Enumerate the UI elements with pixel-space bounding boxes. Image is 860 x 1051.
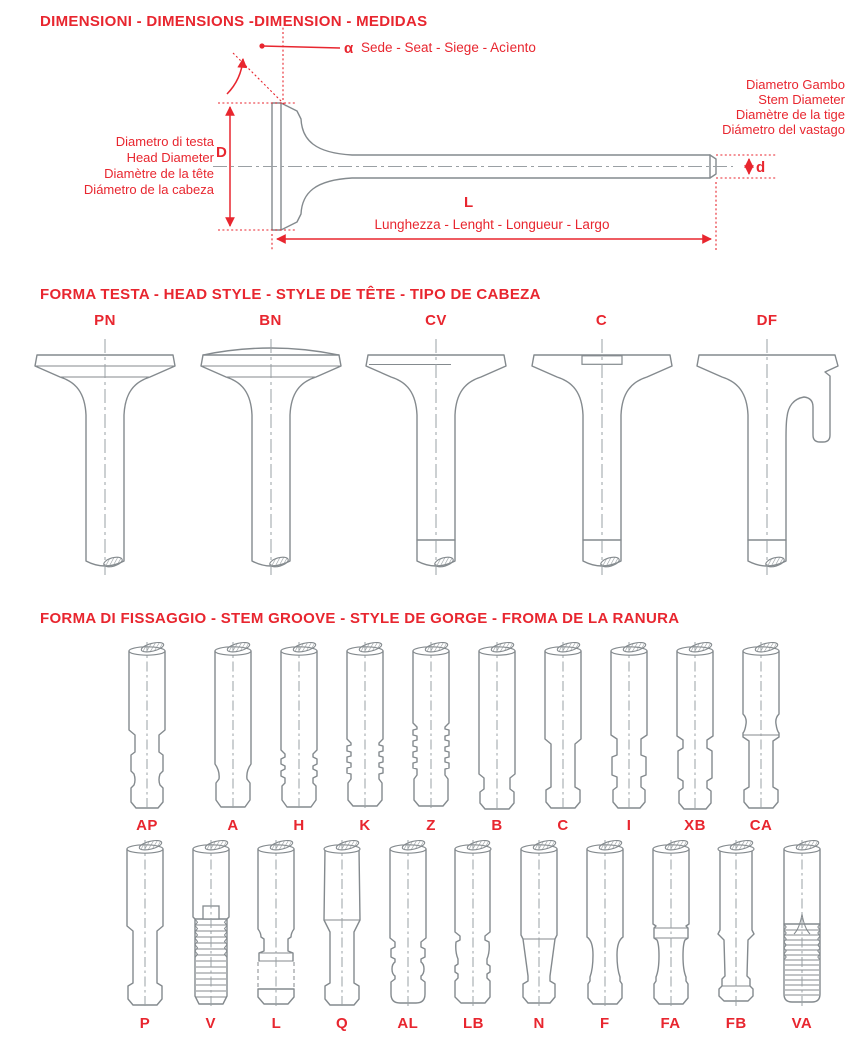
stem-drawing-ap [119, 640, 175, 812]
head-drawing-bn [196, 335, 346, 580]
alpha-symbol: α [344, 40, 354, 57]
stem-groove-label: Z [426, 817, 436, 834]
stem-groove-label: K [359, 817, 371, 834]
head-diameter-line-2: Head Diameter [126, 150, 214, 165]
stem-figure-al [380, 838, 436, 1032]
stem-figure-va [774, 838, 830, 1032]
stem-drawing-k [337, 640, 393, 812]
stem-diameter-symbol: d [756, 159, 766, 176]
stem-figure-b [469, 640, 525, 834]
stem-groove-label: XB [684, 817, 706, 834]
stem-figure-f [577, 838, 633, 1032]
stem-figure-c [535, 640, 591, 834]
head-drawing-c [527, 335, 677, 580]
stem-drawing-fb [708, 838, 764, 1010]
stem-drawing-f [577, 838, 633, 1010]
stem-groove-label: V [205, 1015, 216, 1032]
stem-figure-l [248, 838, 304, 1032]
length-symbol: L [464, 194, 474, 211]
stem-groove-label: H [293, 817, 305, 834]
stem-drawing-b [469, 640, 525, 812]
stem-figure-k [337, 640, 393, 834]
head-style-label: DF [756, 312, 778, 329]
stem-figure-v [183, 838, 239, 1032]
stem-figure-n [511, 838, 567, 1032]
head-style-figure-df [692, 312, 842, 580]
head-style-figure-c [527, 312, 677, 580]
stem-groove-label: I [626, 817, 632, 834]
stem-drawing-i [601, 640, 657, 812]
seat-label: Sede - Seat - Siege - Acìento [361, 40, 536, 55]
stem-groove-label: LB [463, 1015, 484, 1032]
stem-drawing-n [511, 838, 567, 1010]
valve-dimension-diagram [0, 0, 860, 262]
stem-drawing-z [403, 640, 459, 812]
section-title-head-style: FORMA TESTA - HEAD STYLE - STYLE DE TÊTE - TIPO DE CABEZA [40, 286, 541, 303]
head-style-label: BN [259, 312, 282, 329]
stem-diameter-line-4: Diámetro del vastago [722, 122, 845, 137]
stem-diameter-line-1: Diametro Gambo [746, 77, 845, 92]
length-label: Lunghezza - Lenght - Longueur - Largo [374, 217, 610, 232]
head-diameter-line-4: Diámetro de la cabeza [83, 182, 214, 197]
stem-drawing-c [535, 640, 591, 812]
stem-figure-lb [445, 838, 501, 1032]
stem-drawing-v [183, 838, 239, 1010]
stem-drawing-xb [667, 640, 723, 812]
stem-figure-h [271, 640, 327, 834]
stem-groove-label: P [139, 1015, 151, 1032]
stem-drawing-va [774, 838, 830, 1010]
section-title-stem-groove: FORMA DI FISSAGGIO - STEM GROOVE - STYLE DE GORGE - FROMA DE LA RANURA [40, 610, 680, 627]
section-title-dimensions: DIMENSIONI - DIMENSIONS -DIMENSION - MEDIDAS [40, 13, 428, 30]
stem-figure-fa [643, 838, 699, 1032]
stem-drawing-fa [643, 838, 699, 1010]
stem-drawing-l [248, 838, 304, 1010]
stem-groove-label: CA [749, 817, 773, 834]
stem-figure-z [403, 640, 459, 834]
stem-drawing-q [314, 838, 370, 1010]
stem-groove-label: FA [660, 1015, 681, 1032]
stem-drawing-lb [445, 838, 501, 1010]
stem-figure-ca [733, 640, 789, 834]
seat-angle-arc [227, 59, 243, 94]
head-drawing-cv [361, 335, 511, 580]
head-style-figure-pn [30, 312, 180, 580]
stem-drawing-p [117, 838, 173, 1010]
stem-groove-label: Q [336, 1015, 349, 1032]
stem-groove-label: AL [397, 1015, 419, 1032]
head-style-label: C [595, 312, 608, 329]
stem-drawing-h [271, 640, 327, 812]
seat-leader-line [262, 46, 340, 48]
stem-groove-label: B [491, 817, 503, 834]
stem-figure-fb [708, 838, 764, 1032]
stem-figure-q [314, 838, 370, 1032]
head-style-row [30, 312, 842, 580]
stem-groove-label: F [600, 1015, 610, 1032]
head-style-figure-cv [361, 312, 511, 580]
stem-groove-label: FB [725, 1015, 747, 1032]
stem-figure-xb [667, 640, 723, 834]
stem-groove-label: N [533, 1015, 545, 1032]
head-drawing-df [692, 335, 842, 580]
stem-figure-p [117, 838, 173, 1032]
stem-drawing-ca [733, 640, 789, 812]
stem-groove-label: L [271, 1015, 282, 1032]
head-drawing-pn [30, 335, 180, 580]
stem-diameter-line-3: Diamètre de la tige [735, 107, 845, 122]
stem-drawing-a [205, 640, 261, 812]
head-style-label: PN [94, 312, 116, 329]
stem-figure-ap [119, 640, 175, 834]
stem-diameter-line-2: Stem Diameter [758, 92, 845, 107]
stem-drawing-al [380, 838, 436, 1010]
head-diameter-line-1: Diametro di testa [115, 134, 214, 149]
stem-groove-label: AP [136, 817, 158, 834]
stem-groove-row-1 [119, 640, 789, 834]
head-style-label: CV [425, 312, 447, 329]
head-style-figure-bn [196, 312, 346, 580]
stem-groove-label: C [557, 817, 569, 834]
head-diameter-symbol: D [216, 144, 227, 161]
stem-groove-label: A [227, 817, 239, 834]
stem-groove-label: VA [791, 1015, 813, 1032]
stem-figure-a [205, 640, 261, 834]
stem-figure-i [601, 640, 657, 834]
stem-groove-row-2 [117, 838, 830, 1032]
head-diameter-line-3: Diamètre de la tête [104, 166, 214, 181]
